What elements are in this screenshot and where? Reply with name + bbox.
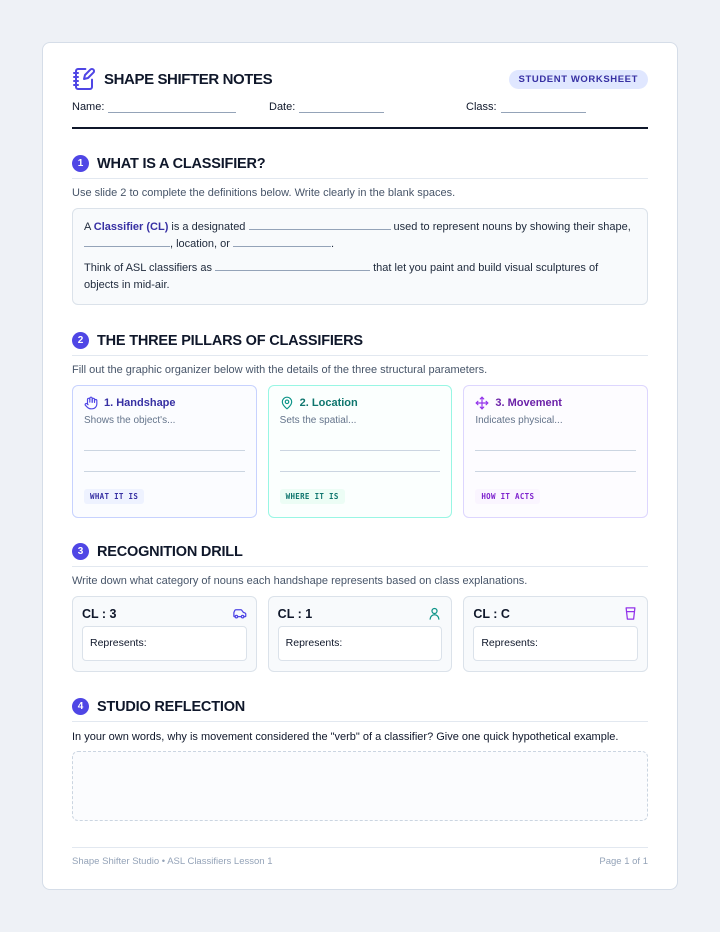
writing-line[interactable]	[280, 450, 441, 451]
represents-label: Represents:	[90, 637, 147, 649]
pillar-tag: HOW IT ACTS	[475, 489, 540, 504]
section-three-pillars	[72, 332, 648, 518]
class-blank[interactable]	[501, 101, 586, 113]
hand-icon	[84, 396, 98, 410]
map-pin-icon	[280, 396, 294, 410]
pillar-handshape	[72, 385, 257, 518]
notebook-pen-icon	[72, 67, 96, 91]
definition-paragraph-2	[84, 260, 636, 294]
section-title: WHAT IS A CLASSIFIER?	[97, 155, 266, 172]
header-divider	[72, 127, 648, 129]
student-worksheet-badge: STUDENT WORKSHEET	[509, 70, 648, 89]
section-title: STUDIO REFLECTION	[97, 698, 246, 715]
date-blank[interactable]	[299, 101, 384, 113]
page-number: Page 1 of 1	[599, 856, 648, 867]
definition-text: A	[84, 221, 94, 233]
name-field[interactable]	[72, 101, 236, 113]
definition-box	[72, 208, 648, 305]
definition-text: Think of ASL classifiers as	[84, 262, 216, 274]
pillar-heading	[84, 396, 245, 410]
class-field[interactable]	[466, 101, 586, 113]
worksheet-header	[72, 65, 648, 93]
section-studio-reflection	[72, 698, 648, 821]
represents-label: Represents:	[285, 637, 343, 649]
definition-paragraph-1	[84, 219, 636, 253]
page-footer	[72, 847, 648, 867]
writing-line[interactable]	[475, 450, 636, 451]
name-label: Name:	[72, 101, 105, 113]
represents-field[interactable]	[278, 626, 443, 661]
drill-title: CL : 1	[277, 606, 313, 621]
represents-field[interactable]	[82, 626, 247, 661]
pillar-location	[268, 385, 453, 518]
section-instructions: Use slide 2 to complete the definitions below. Write clearly in the blank spaces.	[72, 187, 456, 199]
pillar-prompt: Sets the spatial...	[279, 415, 357, 426]
student-info-row	[72, 97, 648, 119]
definition-text: .	[330, 238, 335, 250]
pillar-movement	[463, 385, 648, 518]
definition-text: is a designated	[168, 221, 249, 233]
section-number: 3	[72, 543, 89, 560]
section-title: RECOGNITION DRILL	[97, 543, 243, 560]
name-blank[interactable]	[108, 101, 236, 113]
pillar-title: 1. Handshape	[104, 397, 176, 409]
section-number: 1	[72, 155, 89, 172]
drill-card-cl-c	[463, 596, 648, 672]
blank-think-of[interactable]	[215, 261, 370, 271]
section-instructions: Write down what category of nouns each handshape represents based on class explanations.	[72, 575, 528, 587]
definition-text: used to represent nouns by showing their shape,	[390, 221, 631, 233]
pillar-title: 3. Movement	[495, 397, 562, 409]
brand	[72, 67, 272, 91]
section-instructions: Fill out the graphic organizer below with the details of the three structural parameters.	[72, 364, 488, 376]
blank-designated[interactable]	[249, 220, 391, 230]
section-classifier-definition	[72, 155, 648, 305]
drill-card-cl-1	[268, 596, 453, 672]
definition-text: that let you paint and build visual sculptures of objects in mid-air.	[84, 262, 599, 291]
pillar-prompt: Indicates physical...	[475, 415, 563, 426]
writing-line[interactable]	[84, 450, 245, 451]
writing-line[interactable]	[84, 471, 245, 472]
drill-heading	[82, 606, 247, 621]
definition-text: , location, or	[170, 238, 233, 250]
section-title: THE THREE PILLARS OF CLASSIFIERS	[97, 332, 363, 349]
car-icon	[232, 606, 247, 621]
person-icon	[427, 606, 442, 621]
drill-title: CL : 3	[82, 606, 117, 621]
section-heading	[72, 332, 648, 356]
reflection-prompt: In your own words, why is movement considered the "verb" of a classifier? Give one quick hypothetical example.	[72, 731, 619, 743]
section-recognition-drill	[72, 543, 648, 672]
pillar-heading	[475, 396, 636, 410]
writing-line[interactable]	[280, 471, 441, 472]
graphic-organizer	[72, 385, 648, 518]
represents-field[interactable]	[473, 626, 638, 661]
drill-cards	[72, 596, 648, 672]
classifier-term: Classifier (CL)	[93, 221, 169, 233]
drill-heading	[278, 606, 443, 621]
blank-location-or[interactable]	[233, 237, 331, 247]
worksheet-page	[42, 42, 678, 890]
section-heading	[72, 698, 648, 722]
class-label: Class:	[466, 101, 497, 113]
cup-icon	[623, 606, 638, 621]
pillar-title: 2. Location	[299, 397, 358, 409]
represents-label: Represents:	[481, 637, 538, 649]
pillar-heading	[280, 396, 441, 410]
move-arrows-icon	[475, 396, 489, 410]
drill-card-cl-3	[72, 596, 257, 672]
section-heading	[72, 155, 648, 179]
blank-shape[interactable]	[84, 237, 170, 247]
pillar-prompt: Shows the object's...	[84, 415, 176, 426]
date-label: Date:	[269, 101, 296, 113]
worksheet-title: SHAPE SHIFTER NOTES	[104, 70, 273, 88]
section-number: 4	[72, 698, 89, 715]
writing-line[interactable]	[475, 471, 636, 472]
section-number: 2	[72, 332, 89, 349]
drill-title: CL : C	[473, 606, 510, 621]
pillar-tag: WHERE IT IS	[280, 489, 345, 504]
date-field[interactable]	[269, 101, 384, 113]
reflection-answer-box[interactable]	[72, 751, 648, 821]
footer-course-label: Shape Shifter Studio • ASL Classifiers Lesson 1	[72, 856, 273, 867]
drill-heading	[473, 606, 638, 621]
section-heading	[72, 543, 648, 567]
pillar-tag: WHAT IT IS	[84, 489, 144, 504]
